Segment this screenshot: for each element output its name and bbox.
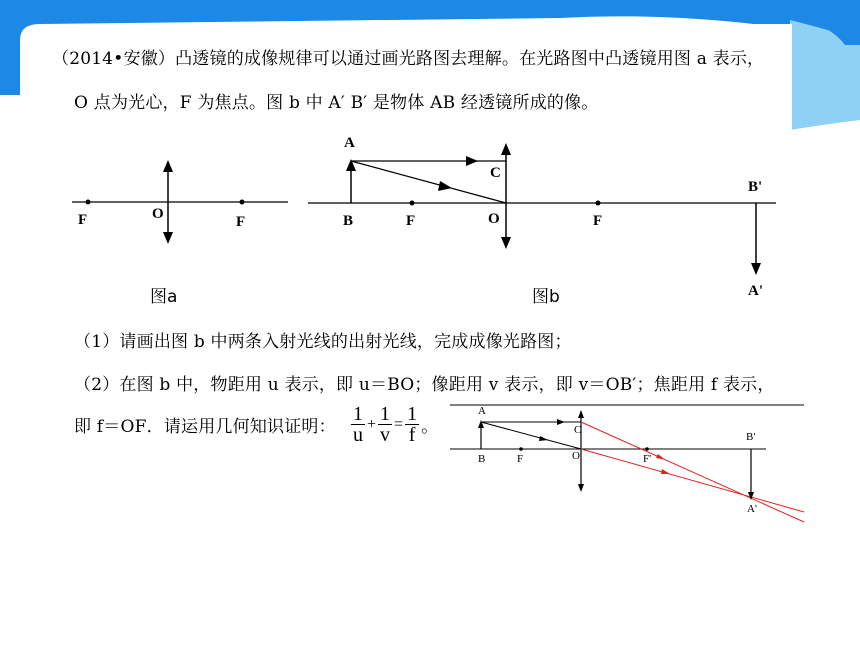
formula-den-v: v xyxy=(380,424,391,446)
formula-equals: = xyxy=(394,415,404,433)
label-f-right: F xyxy=(593,213,603,229)
focus-left xyxy=(519,447,523,451)
formula-den-f: f xyxy=(408,424,416,446)
header-banner xyxy=(0,0,860,140)
caption-figure-a: 图a xyxy=(150,287,178,307)
question-2: （2）在图 b 中，物距用 u 表示，即 u＝BO；像距用 v 表示，即 v＝OB′；焦距用 f 表示， xyxy=(74,375,775,395)
label-f-left: F xyxy=(78,212,88,228)
incident-ray-center xyxy=(481,422,581,449)
refracted-ray-focus xyxy=(581,422,804,522)
lens-arrow-bottom xyxy=(163,232,173,244)
label-o: O xyxy=(152,206,164,222)
figure-b xyxy=(300,125,790,300)
refracted-ray-center xyxy=(581,449,804,512)
formula-plus: + xyxy=(367,415,377,433)
formula-end-mark: 。 xyxy=(421,417,439,437)
focus-right xyxy=(240,200,245,205)
label-b: B xyxy=(343,213,354,229)
lens-arrow-bottom xyxy=(578,484,584,492)
image-arrow xyxy=(751,263,761,275)
figure-solution xyxy=(450,402,810,530)
label-f-right: F xyxy=(236,214,246,230)
label-o: O xyxy=(488,211,500,227)
figure-a xyxy=(60,150,300,310)
focus-left xyxy=(86,200,91,205)
formula-num-1: 1 xyxy=(353,403,363,425)
caption-figure-b: 图b xyxy=(532,287,560,307)
object-arrow xyxy=(478,420,484,428)
label-b-prime: B' xyxy=(748,179,763,195)
label-f-prime: F' xyxy=(643,453,652,465)
formula-num-3: 1 xyxy=(407,403,418,425)
lens-arrow-top xyxy=(163,160,173,172)
ray-arrow-1 xyxy=(557,419,565,425)
lens-arrow-bottom xyxy=(501,237,511,249)
focus-right xyxy=(645,447,649,451)
lens-formula xyxy=(350,404,438,445)
ray-arrow-1 xyxy=(466,156,478,166)
ray-arrow-2 xyxy=(438,181,452,191)
formula-num-2: 1 xyxy=(380,403,391,425)
label-o: O xyxy=(572,450,580,462)
incident-ray-center xyxy=(351,161,506,203)
label-c: C xyxy=(490,165,501,181)
ray-arrow-2 xyxy=(539,436,548,441)
label-a: A xyxy=(478,405,486,417)
label-a-prime: A' xyxy=(747,503,757,515)
label-a-prime: A' xyxy=(748,283,763,299)
label-a: A xyxy=(344,135,355,151)
focus-left xyxy=(410,201,415,206)
question-3: 即 f＝OF．请运用几何知识证明： xyxy=(74,417,336,437)
red-arrow-1 xyxy=(656,454,665,460)
problem-line-1: （2014•安徽）凸透镜的成像规律可以通过画光路图去理解。在光路图中凸透镜用图 a 表示， xyxy=(52,49,765,69)
problem-line-2: O 点为光心，F 为焦点。图 b 中 A′ B′ 是物体 AB 经透镜所成的像。 xyxy=(74,93,599,113)
red-arrow-2 xyxy=(661,469,670,474)
label-b-prime: B' xyxy=(746,431,756,443)
lens-arrow-top xyxy=(501,143,511,155)
lens-arrow-top xyxy=(578,410,584,418)
formula-den-u: u xyxy=(353,424,363,446)
question-1: （1）请画出图 b 中两条入射光线的出射光线，完成成像光路图； xyxy=(74,332,572,352)
focus-right xyxy=(596,201,601,206)
label-f-left: F xyxy=(406,213,416,229)
label-b: B xyxy=(478,453,486,465)
label-f: F xyxy=(517,453,524,465)
label-c: C xyxy=(574,424,582,436)
